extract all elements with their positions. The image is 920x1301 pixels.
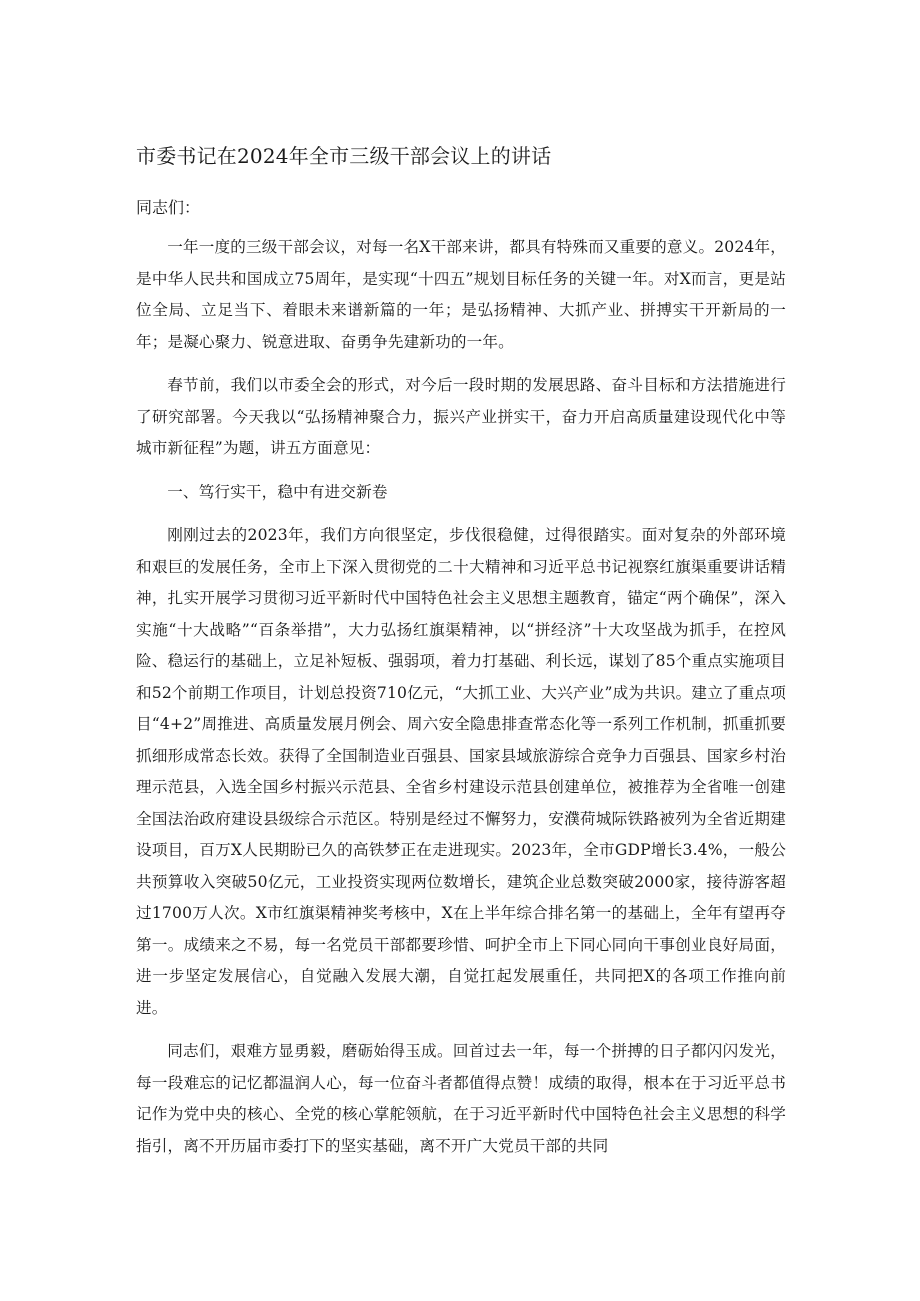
document-title: 市委书记在2024年全市三级干部会议上的讲话 [136,144,552,168]
paragraph-review: 刚刚过去的2023年，我们方向很坚定，步伐很稳健，过得很踏实。面对复杂的外部环境和艰巨的发展任务，全市上下深入贯彻党的二十大精神和习近平总书记视察红旗渠重要讲话精神，扎实开展学习贯彻习近平新时代中国特色社会主义思想主题教育，锚定“两个确保”，深入实施“十大战略”“百条举措”，大力弘扬红旗渠精神，以“拼经济”十大攻坚战为抓手，在控风险、稳运行的基础上，立足补短板、强弱项，着力打基础、利长远，谋划了85个重点实施项目和52个前期工作项目，计划总投资710亿元，“大抓工业、大兴产业”成为共识。建立了重点项目“4+2”周推进、高质量发展月例会、周六安全隐患排查常态化等一系列工作机制，抓重抓要抓细形成常态长效。获得了全国制造业百强县、国家县域旅游综合竞争力百强县、国家乡村治理示范县，入选全国乡村振兴示范县、全省乡村建设示范县创建单位，被推荐为全省唯一创建全国法治政府建设县级综合示范区。特别是经过不懈努力，安濮荷城际铁路被列为全省近期建设项目，百万X人民期盼已久的高铁梦正在走进现实。2023年，全市GDP增长3.4%，一般公共预算收入突破50亿元，工业投资实现两位数增长，建筑企业总数突破2000家，接待游客超过1700万人次。X市红旗渠精神奖考核中，X在上半年综合排名第一的基础上，全年有望再夺第一。成绩来之不易，每一名党员干部都要珍惜、呵护全市上下同心同向干事创业良好局面，进一步坚定发展信心，自觉融入发展大潮，自觉扛起发展重任，共同把X的各项工作推向前进。 [136,526,786,1017]
paragraph-intro: 一年一度的三级干部会议，对每一名X干部来讲，都具有特殊而又重要的意义。2024年，是中华人民共和国成立75周年，是实现“十四五”规划目标任务的关键一年。对X而言，更是站位全局、立足当下、着眼未来谱新篇的一年；是弘扬精神、大抓产业、拼搏实干开新局的一年；是凝心聚力、锐意进取、奋勇争先建新功的一年。 [136,238,786,351]
document-body [136,232,786,1174]
salutation: 同志们： [136,198,201,217]
paragraph-topic: 春节前，我们以市委全会的形式，对今后一段时期的发展思路、奋斗目标和方法措施进行了研究部署。今天我以“弘扬精神聚合力，振兴产业拼实干，奋力开启高质量建设现代化中等城市新征程”为题，讲五方面意见： [136,376,786,457]
paragraph-reflection: 同志们，艰难方显勇毅，磨砺始得玉成。回首过去一年，每一个拼搏的日子都闪闪发光，每一段难忘的记忆都温润人心，每一位奋斗者都值得点赞！成绩的取得，根本在于习近平总书记作为党中央的核心、全党的核心掌舵领航，在于习近平新时代中国特色社会主义思想的科学指引，离不开历届市委打下的坚实基础，离不开广大党员干部的共同 [136,1042,786,1155]
section-heading-1: 一、笃行实干，稳中有进交新卷 [167,482,388,501]
